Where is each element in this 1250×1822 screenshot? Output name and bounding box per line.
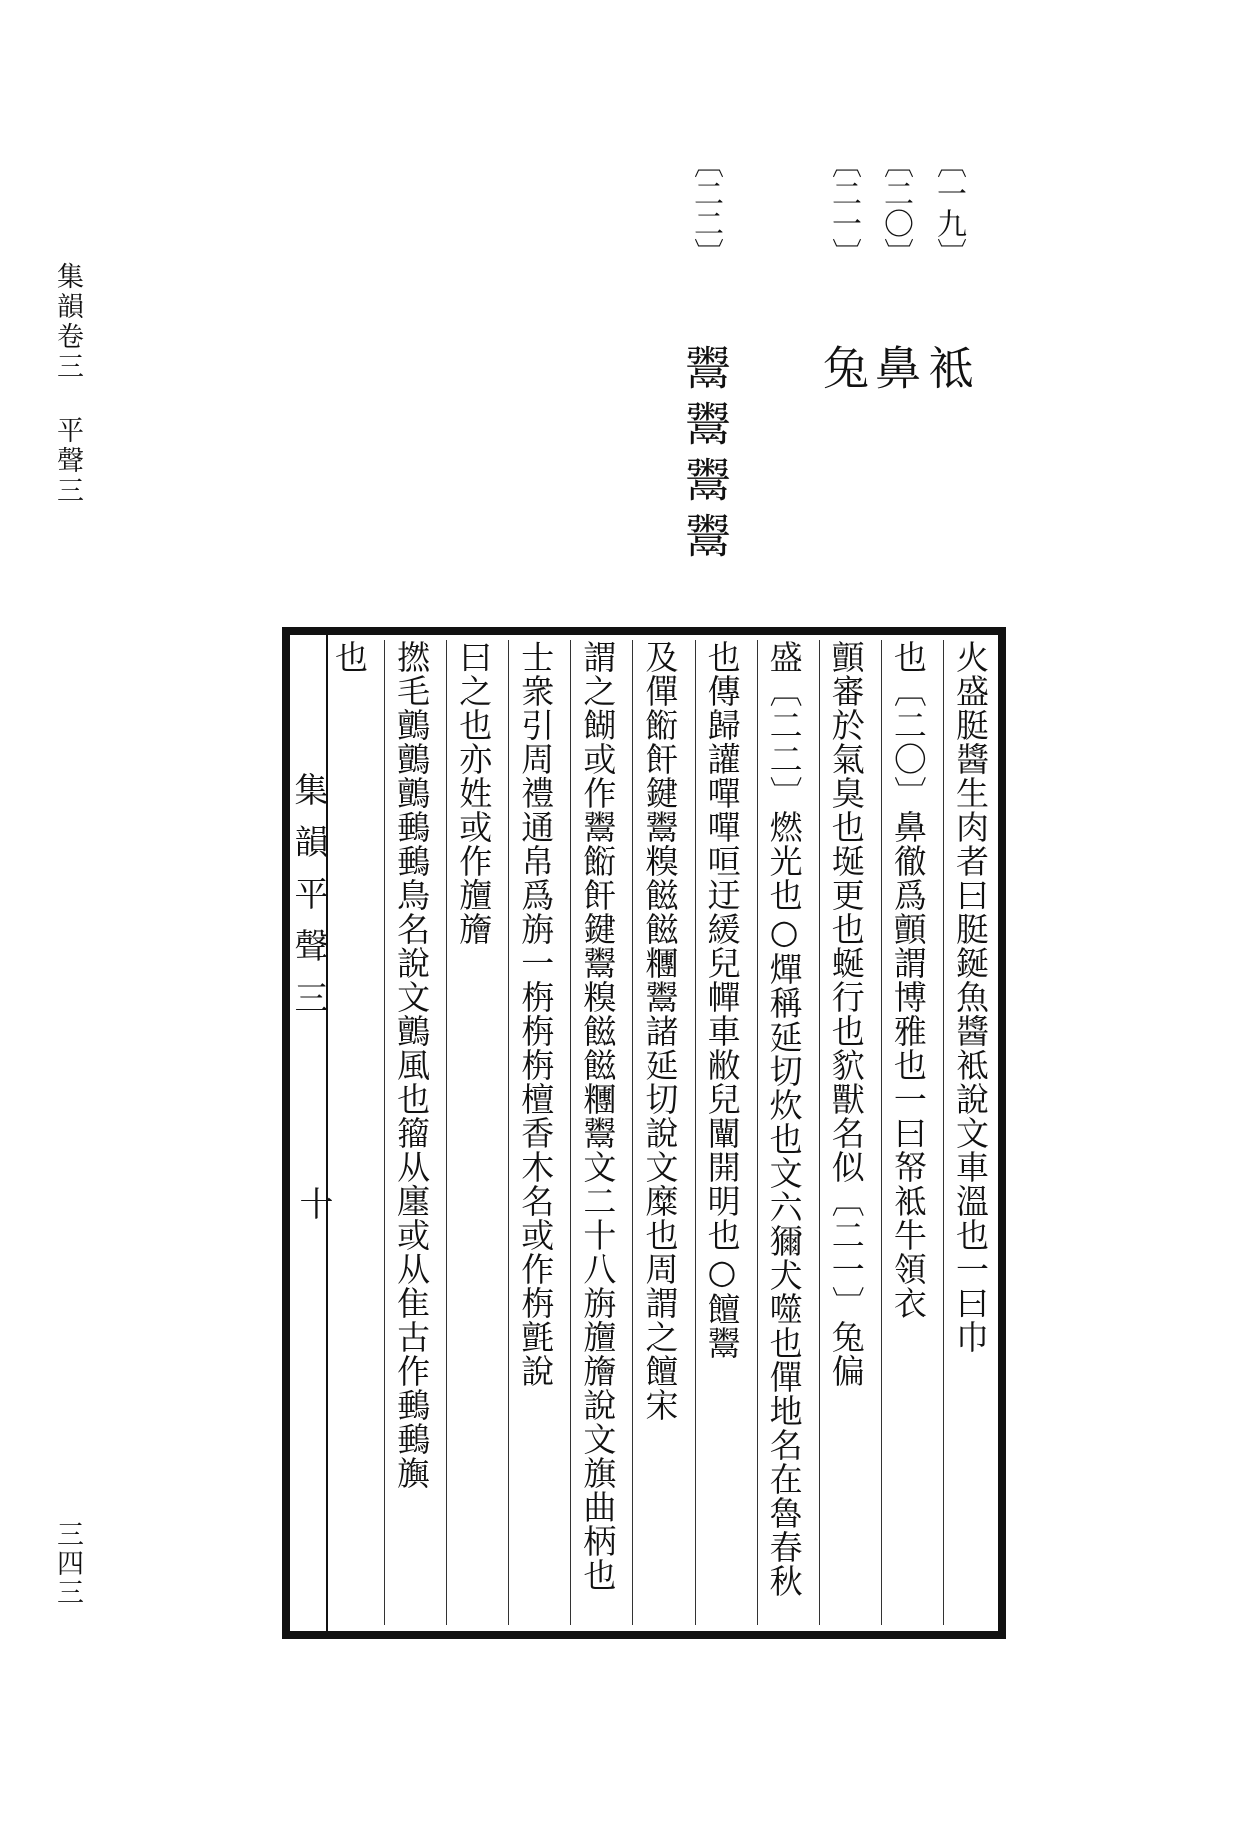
note-text: 袛 — [921, 344, 975, 400]
text-column: 曰之也亦姓或作旜旝 — [446, 640, 500, 1625]
text-column: 火盛脡醬生肉者曰脡鋋魚醬袛說文車溫也一曰巾 — [943, 640, 997, 1625]
text-column: 也傳歸讙嘽嘽咺迂緩兒幝車敝兒闡開明也○饘鬻 — [695, 640, 749, 1625]
running-head: 集韻卷三 平聲三 — [52, 262, 83, 506]
margin-folio: 十 — [293, 1186, 333, 1220]
collation-note — [810, 148, 876, 400]
text-column: 也 — [330, 640, 369, 674]
note-ref: 〔二一〕 — [826, 148, 861, 268]
note-ref: 〔一九〕 — [931, 148, 966, 268]
text-column: 顫審於氣臭也埏更也蜒行也貁獸名似〔二一〕兔偏 — [819, 640, 873, 1625]
text-column: 謂之餬或作鬻餰飦鍵鬻糗𩝐𩝐糰鬻文二十八旃旜旝說文旗曲柄也 — [570, 640, 624, 1625]
text-columns — [322, 640, 997, 1625]
page-number: 三四三 — [52, 1520, 83, 1607]
note-ref: 〔二二〕 — [688, 148, 723, 268]
note-text: 兔 — [816, 344, 870, 400]
text-column: 及僤餰飦鍵鬻糗𩝐𩝐糰鬻諸延切說文糜也周謂之饘宋 — [632, 640, 686, 1625]
note-ref: 〔二〇〕 — [878, 148, 913, 268]
text-column: 盛〔二二〕燃光也○燀稱延切炊也文六獮犬噬也僤地名在魯春秋 — [757, 640, 811, 1625]
text-column: 撚毛鸇鸇鸇䳠䳠鳥名說文鸇風也籀从廛或从隹古作䳠䳠旟 — [384, 640, 438, 1625]
note-text: 鼻 — [868, 344, 922, 400]
margin-title: 集韻平聲三 — [288, 772, 328, 1032]
note-text: 鬻鬻鬻鬻 — [678, 344, 732, 568]
collation-note — [672, 148, 738, 568]
text-column: 士衆引周禮通帛爲旃一栴栴栴檀香木名或作栴氈說 — [508, 640, 562, 1625]
text-column: 也〔二〇〕鼻徹爲顫謂博雅也一曰帑袛牛領衣 — [881, 640, 935, 1625]
